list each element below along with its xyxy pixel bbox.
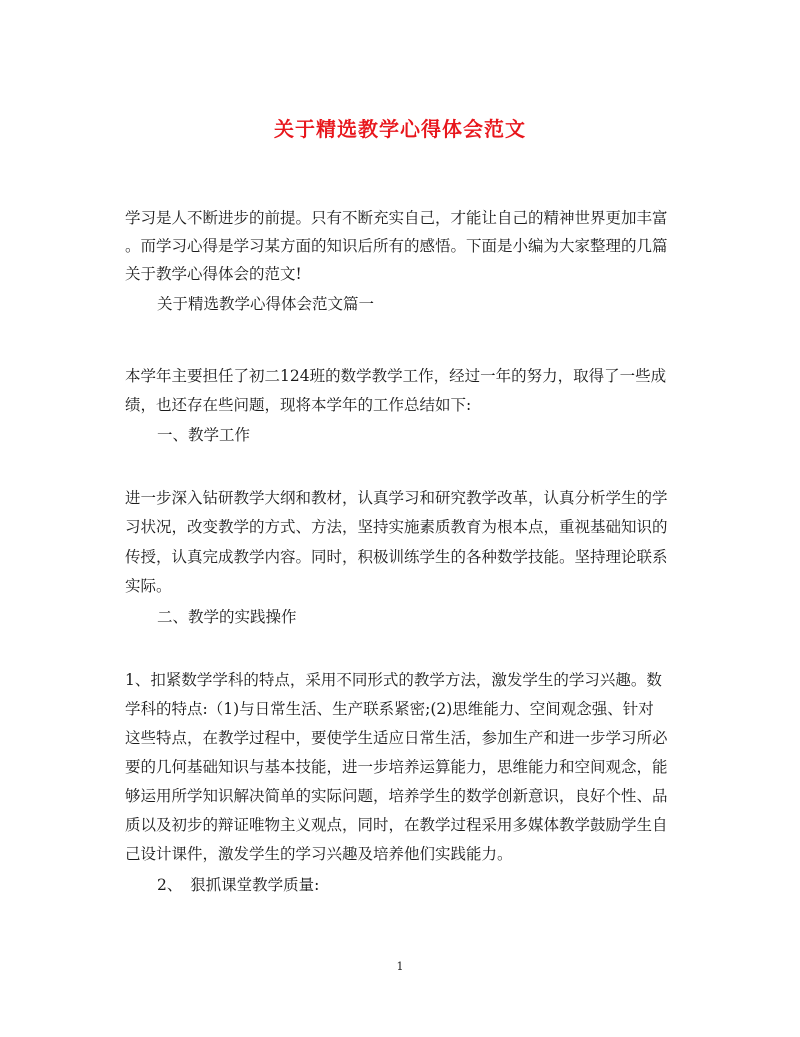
paragraph-line: 己设计课件，激发学生的学习兴趣及培养他们实践能力。 (125, 845, 513, 863)
paragraph-line: 。而学习心得是学习某方面的知识后所有的感悟。下面是小编为大家整理的几篇 (125, 237, 668, 255)
list-item-heading: 2、 狠抓课堂教学质量: (157, 876, 320, 894)
paragraph-line: 传授，认真完成教学内容。同时，积极训练学生的各种数学技能。坚持理论联系 (125, 548, 668, 566)
paragraph-line: 关于教学心得体会的范文! (125, 265, 302, 283)
section-heading: 一、教学工作 (157, 426, 251, 444)
paragraph-line: 质以及初步的辩证唯物主义观点，同时，在教学过程采用多媒体教学鼓励学生自 (125, 816, 668, 834)
paragraph-line: 习状况，改变教学的方式、方法，坚持实施素质教育为根本点，重视基础知识的 (125, 518, 668, 536)
paragraph-line: 实际。 (125, 577, 172, 595)
page-number: 1 (396, 960, 404, 973)
paragraph-line: 本学年主要担任了初二124班的数学教学工作，经过一年的努力，取得了一些成 (125, 367, 667, 385)
paragraph-line: 1、扣紧数学学科的特点，采用不同形式的教学方法，激发学生的学习兴趣。数 (125, 671, 662, 689)
paragraph-line: 学科的特点:（1)与日常生活、生产联系紧密;(2)思维能力、空间观念强、针对 (125, 700, 654, 718)
paragraph-line: 这些特点，在教学过程中，要使学生适应日常生活，参加生产和进一步学习所必 (125, 729, 668, 747)
document-title: 关于精选教学心得体会范文 (274, 117, 526, 141)
section-heading: 关于精选教学心得体会范文篇一 (157, 295, 375, 313)
paragraph-line: 进一步深入钻研教学大纲和教材，认真学习和研究教学改革，认真分析学生的学 (125, 489, 668, 507)
paragraph-line: 够运用所学知识解决简单的实际问题，培养学生的数学创新意识，良好个性、品 (125, 787, 668, 805)
paragraph-line: 要的几何基础知识与基本技能，进一步培养运算能力，思维能力和空间观念，能 (125, 758, 668, 776)
paragraph-line: 学习是人不断进步的前提。只有不断充实自己，才能让自己的精神世界更加丰富 (125, 209, 668, 227)
section-heading: 二、教学的实践操作 (157, 608, 297, 626)
paragraph-line: 绩，也还存在些问题，现将本学年的工作总结如下: (125, 396, 472, 414)
